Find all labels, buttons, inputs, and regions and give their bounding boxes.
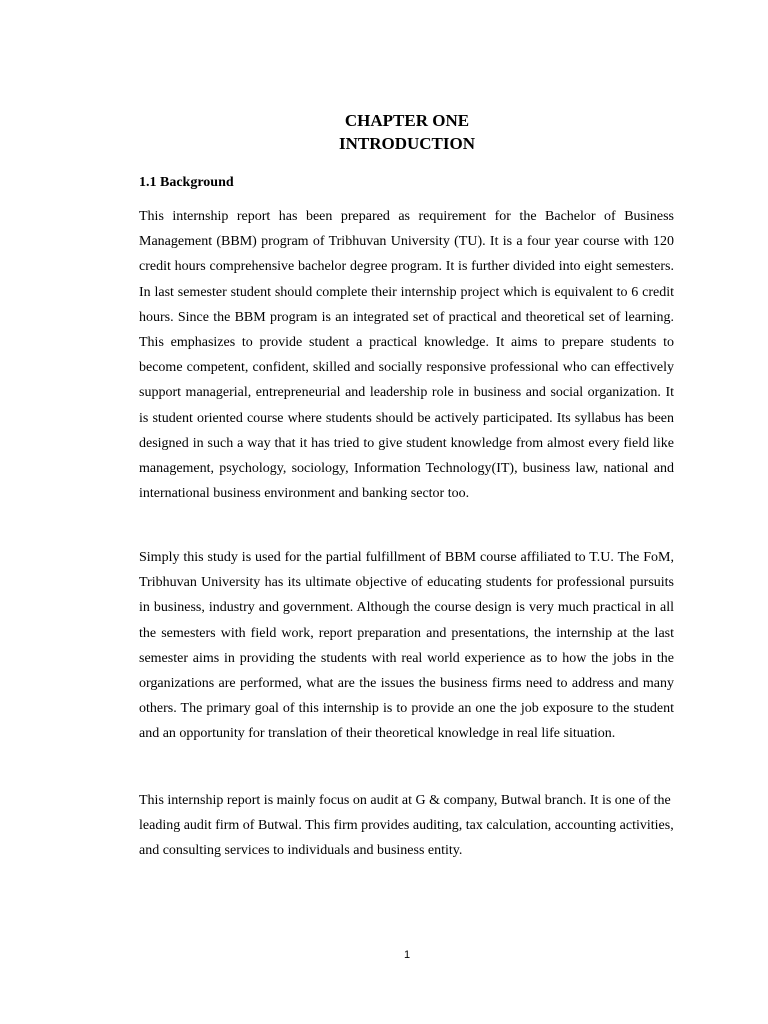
page-number: 1 xyxy=(403,949,411,961)
background-paragraph-3: This internship report is mainly focus on audit at G & company, Butwal branch. It is one of the leading audit firm of Butwal. This firm provides auditing, tax calculation, accounting activities, and consulting services to individuals and business entity. xyxy=(139,793,674,859)
chapter-title-heading: INTRODUCTION xyxy=(338,134,476,153)
background-paragraph-2: Simply this study is used for the partial fulfillment of BBM course affiliated to T.U. The FoM, Tribhuvan University has its ultimate objective of educating students for professional pursuits in business, industry and government. Although the course design is very much practical in all the semesters with field work, report preparation and presentations, the internship at the last semester aims in providing the students with real world experience as to how the jobs in the organizations are performed, what are the issues the business firms need to address and many others. The primary goal of this internship is to provide an one the job exposure to the student and an opportunity for translation of their theoretical knowledge in real life situation. xyxy=(139,550,674,742)
section-heading: 1.1 Background xyxy=(139,175,234,190)
chapter-number-heading: CHAPTER ONE xyxy=(344,111,470,130)
background-paragraph-1: This internship report has been prepared as requirement for the Bachelor of Business Management (BBM) program of Tribhuvan University (TU). It is a four year course with 120 credit hours comprehensive bachelor degree program. It is further divided into eight semesters. In last semester student should complete their internship project which is equivalent to 6 credit hours. Since the BBM program is an integrated set of practical and theoretical set of learning. This emphasizes to provide student a practical knowledge. It aims to prepare students to become competent, confident, skilled and socially responsive professional who can effectively support managerial, entrepreneurial and leadership role in business and social organization. It is student oriented course where students should be actively participated. Its syllabus has been designed in such a way that it has tried to give student knowledge from almost every field like management, psychology, sociology, Information Technology(IT), business law, national and international business environment and banking sector too. xyxy=(139,209,674,502)
